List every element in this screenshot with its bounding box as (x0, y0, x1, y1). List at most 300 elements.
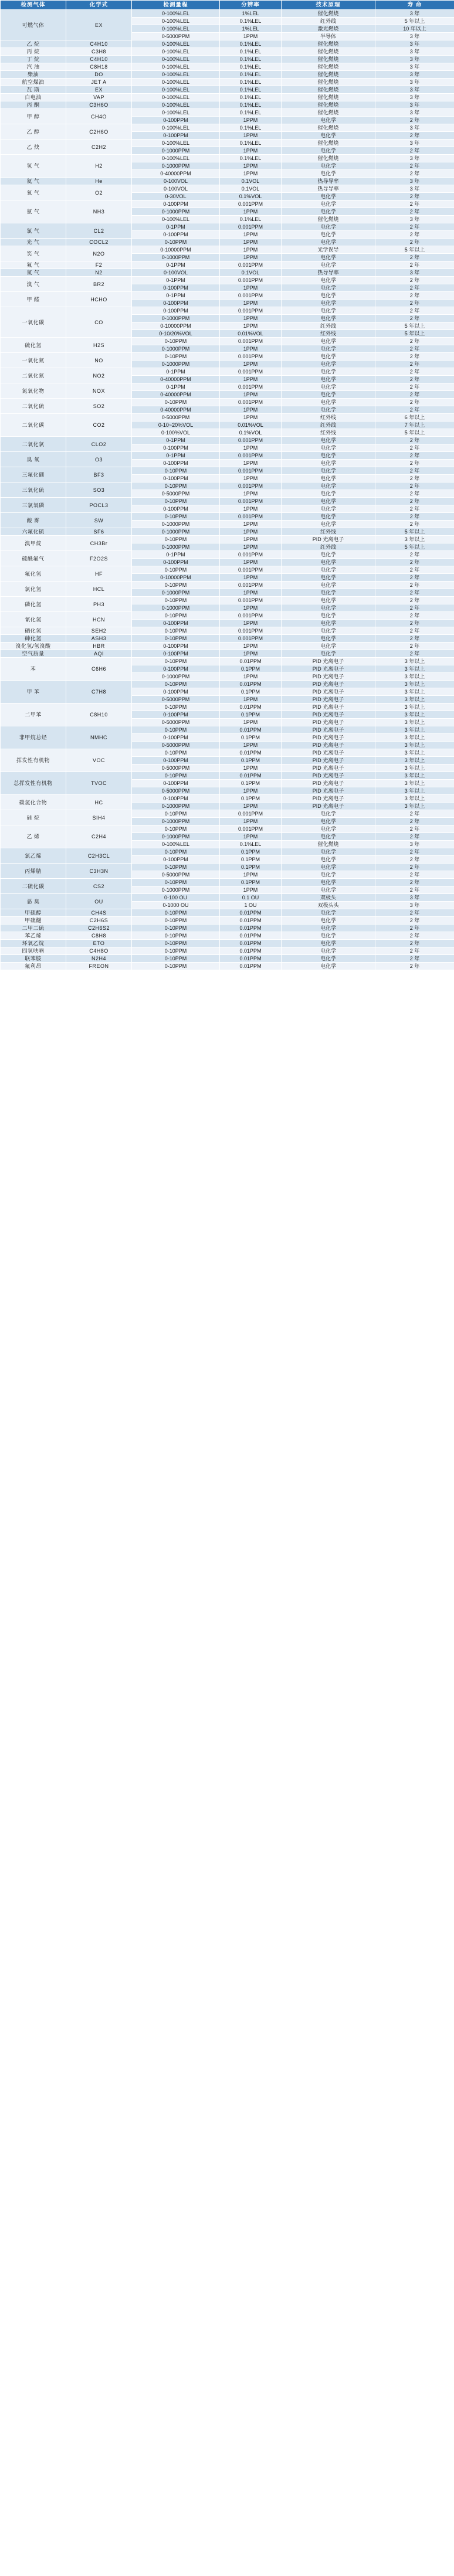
table-row (1, 467, 454, 475)
cell-resolution: 0.1%LEL (220, 841, 282, 848)
cell-resolution: 1PPM (220, 620, 282, 627)
cell-range: 0-10PPM (132, 772, 220, 780)
cell-resolution: 0.001PPM (220, 825, 282, 833)
cell-resolution: 1PPM (220, 376, 282, 383)
cell-resolution: 0.01PPM (220, 704, 282, 711)
cell-technology: 催化燃烧 (282, 79, 375, 86)
cell-technology: 电化学 (282, 574, 375, 582)
cell-formula: H2S (66, 338, 132, 353)
cell-technology: 催化燃烧 (282, 48, 375, 56)
cell-formula: C6H6 (66, 658, 132, 681)
cell-range: 0-100VOL (132, 178, 220, 185)
table-row (1, 795, 454, 803)
cell-range: 0-10PPM (132, 879, 220, 886)
cell-gas-name: 丁 烷 (1, 56, 66, 63)
cell-life: 5 年以上 (375, 330, 454, 338)
cell-technology: 电化学 (282, 505, 375, 513)
cell-resolution: 0.1%LEL (220, 56, 282, 63)
cell-range: 0-10PPM (132, 825, 220, 833)
cell-technology: 电化学 (282, 932, 375, 940)
cell-gas-name: 甲硫醇 (1, 909, 66, 917)
cell-gas-name: 甲 醇 (1, 109, 66, 124)
cell-range: 0-10/20%VOL (132, 330, 220, 338)
cell-range: 0-100%LEL (132, 79, 220, 86)
cell-technology: 电化学 (282, 300, 375, 307)
cell-range: 0-1000PPM (132, 361, 220, 368)
cell-life: 3 年以上 (375, 688, 454, 696)
cell-gas-name: 二氧化氮 (1, 368, 66, 383)
cell-technology: 电化学 (282, 345, 375, 353)
cell-range: 0-30VOL (132, 193, 220, 200)
cell-life: 3 年 (375, 79, 454, 86)
cell-technology: 电化学 (282, 551, 375, 559)
cell-gas-name: 酸 雾 (1, 513, 66, 528)
cell-technology: 电化学 (282, 147, 375, 155)
cell-gas-name: 氢 气 (1, 155, 66, 178)
cell-gas-name: 二硫化碳 (1, 879, 66, 894)
cell-technology: 电化学 (282, 132, 375, 140)
table-row (1, 277, 454, 284)
cell-technology: 电化学 (282, 643, 375, 650)
cell-resolution: 1PPM (220, 254, 282, 261)
cell-range: 0-1PPM (132, 368, 220, 376)
cell-range: 0-10PPM (132, 353, 220, 361)
table-row (1, 368, 454, 376)
cell-resolution: 1PPM (220, 574, 282, 582)
cell-life: 3 年以上 (375, 681, 454, 688)
table-row (1, 597, 454, 604)
cell-technology: 催化燃烧 (282, 109, 375, 117)
cell-life: 3 年 (375, 124, 454, 132)
cell-resolution: 0.1%LEL (220, 109, 282, 117)
cell-range: 0-1PPM (132, 383, 220, 391)
table-row (1, 810, 454, 818)
cell-life: 2 年 (375, 399, 454, 406)
cell-resolution: 0.1PPM (220, 734, 282, 742)
cell-gas-name: 甲硫醚 (1, 917, 66, 925)
table-row (1, 848, 454, 856)
cell-range: 0-1000PPM (132, 543, 220, 551)
cell-resolution: 0.1%LEL (220, 18, 282, 25)
cell-technology: 电化学 (282, 117, 375, 124)
cell-technology: 红外线 (282, 429, 375, 437)
cell-range: 0-100PPM (132, 505, 220, 513)
cell-technology: PID 光离电子 (282, 757, 375, 764)
cell-gas-name: 丙 烷 (1, 48, 66, 56)
cell-range: 0-100PPM (132, 665, 220, 673)
cell-resolution: 0.1%LEL (220, 40, 282, 48)
cell-life: 2 年 (375, 223, 454, 231)
cell-resolution: 0.001PPM (220, 261, 282, 269)
cell-range: 0-5000PPM (132, 414, 220, 422)
cell-range: 0-10PPM (132, 681, 220, 688)
cell-technology: PID 光离电子 (282, 764, 375, 772)
cell-technology: 电化学 (282, 498, 375, 505)
cell-technology: PID 光离电子 (282, 795, 375, 803)
cell-life: 2 年 (375, 490, 454, 498)
table-row (1, 414, 454, 422)
cell-resolution: 1PPM (220, 460, 282, 467)
cell-life: 3 年以上 (375, 711, 454, 719)
table-row (1, 658, 454, 665)
cell-gas-name: 氟 气 (1, 261, 66, 269)
cell-gas-name: 硅 烷 (1, 810, 66, 825)
table-row (1, 155, 454, 162)
table-row (1, 40, 454, 48)
cell-resolution: 1PPM (220, 886, 282, 894)
cell-range: 0-40000PPM (132, 170, 220, 178)
table-row (1, 528, 454, 536)
column-header-life: 寿 命 (375, 1, 454, 10)
cell-formula: HF (66, 566, 132, 582)
cell-resolution: 1PPM (220, 208, 282, 216)
cell-technology: PID 光离电子 (282, 681, 375, 688)
table-row (1, 963, 454, 970)
cell-life: 5 年以上 (375, 322, 454, 330)
cell-technology: 激光燃烧 (282, 25, 375, 33)
cell-technology: 红外线 (282, 18, 375, 25)
cell-gas-name: 氟化氢 (1, 566, 66, 582)
cell-life: 3 年以上 (375, 665, 454, 673)
cell-technology: 双极头 (282, 894, 375, 902)
gas-sensor-spec-table-page (0, 0, 454, 970)
table-row (1, 124, 454, 132)
cell-resolution: 0.001PPM (220, 353, 282, 361)
cell-formula: OU (66, 894, 132, 909)
cell-range: 0-10PPM (132, 810, 220, 818)
cell-resolution: 1PPM (220, 414, 282, 422)
cell-range: 0-1000PPM (132, 345, 220, 353)
cell-resolution: 1PPM (220, 444, 282, 452)
cell-range: 0-10PPM (132, 239, 220, 246)
cell-technology: 电化学 (282, 231, 375, 239)
cell-formula: SF6 (66, 528, 132, 536)
cell-gas-name: 溴化氢/氢溴酸 (1, 643, 66, 650)
cell-resolution: 0.001PPM (220, 467, 282, 475)
cell-technology: PID 光离电子 (282, 734, 375, 742)
cell-range: 0-5000PPM (132, 490, 220, 498)
cell-resolution: 0.001PPM (220, 223, 282, 231)
cell-range: 0-100%LEL (132, 48, 220, 56)
table-row (1, 879, 454, 886)
cell-life: 3 年 (375, 185, 454, 193)
cell-life: 3 年以上 (375, 658, 454, 665)
table-row (1, 917, 454, 925)
cell-resolution: 0.001PPM (220, 513, 282, 521)
cell-life: 2 年 (375, 566, 454, 574)
cell-life: 2 年 (375, 810, 454, 818)
table-row (1, 10, 454, 18)
cell-life: 2 年 (375, 460, 454, 467)
cell-resolution: 1PPM (220, 604, 282, 612)
cell-technology: PID 光离电子 (282, 787, 375, 795)
cell-range: 0-100PPM (132, 475, 220, 482)
table-row (1, 56, 454, 63)
cell-life: 2 年 (375, 361, 454, 368)
cell-technology: 催化燃烧 (282, 101, 375, 109)
cell-technology: PID 光离电子 (282, 780, 375, 787)
cell-technology: 红外线 (282, 543, 375, 551)
cell-resolution: 0.1PPM (220, 665, 282, 673)
cell-range: 0-100VOL (132, 185, 220, 193)
table-row (1, 704, 454, 711)
table-row (1, 79, 454, 86)
cell-formula: PH3 (66, 597, 132, 612)
cell-resolution: 0.1PPM (220, 780, 282, 787)
cell-gas-name: 苯乙烯 (1, 932, 66, 940)
cell-range: 0-1000PPM (132, 589, 220, 597)
cell-range: 0-100PPM (132, 460, 220, 467)
cell-gas-name: 磷化氢 (1, 597, 66, 612)
cell-life: 3 年 (375, 33, 454, 40)
cell-resolution: 1PPM (220, 536, 282, 543)
cell-resolution: 1PPM (220, 505, 282, 513)
cell-resolution: 0.1%LEL (220, 94, 282, 101)
cell-technology: 电化学 (282, 856, 375, 864)
cell-life: 2 年 (375, 521, 454, 528)
cell-technology: 电化学 (282, 886, 375, 894)
cell-range: 0-100%LEL (132, 40, 220, 48)
cell-technology: PID 光离电子 (282, 772, 375, 780)
table-row (1, 353, 454, 361)
cell-life: 2 年 (375, 376, 454, 383)
cell-life: 2 年 (375, 338, 454, 345)
cell-gas-name: 溴甲烷 (1, 536, 66, 551)
cell-formula: C4H10 (66, 56, 132, 63)
cell-life: 3 年以上 (375, 757, 454, 764)
table-row (1, 551, 454, 559)
cell-life: 2 年 (375, 650, 454, 658)
cell-technology: 电化学 (282, 467, 375, 475)
cell-life: 2 年 (375, 589, 454, 597)
cell-resolution: 0.01PPM (220, 932, 282, 940)
cell-range: 0-100%LEL (132, 56, 220, 63)
table-row (1, 498, 454, 505)
cell-life: 2 年 (375, 239, 454, 246)
cell-life: 2 年 (375, 643, 454, 650)
cell-life: 2 年 (375, 208, 454, 216)
cell-technology: 电化学 (282, 940, 375, 947)
cell-range: 0-100PPM (132, 795, 220, 803)
cell-technology: 电化学 (282, 917, 375, 925)
cell-life: 2 年 (375, 307, 454, 315)
cell-life: 2 年 (375, 383, 454, 391)
cell-gas-name: 柴油 (1, 71, 66, 79)
cell-life: 3 年 (375, 94, 454, 101)
cell-life: 3 年 (375, 101, 454, 109)
cell-technology: 电化学 (282, 810, 375, 818)
cell-resolution: 1PPM (220, 117, 282, 124)
cell-life: 2 年 (375, 162, 454, 170)
cell-range: 0-100%LEL (132, 25, 220, 33)
cell-life: 3 年以上 (375, 803, 454, 810)
cell-formula: NH3 (66, 200, 132, 223)
cell-life: 2 年 (375, 505, 454, 513)
cell-range: 0-10PPM (132, 482, 220, 490)
cell-gas-name: 氰化氢 (1, 612, 66, 627)
table-row (1, 452, 454, 460)
cell-range: 0-10PPM (132, 925, 220, 932)
cell-resolution: 0.01PPM (220, 955, 282, 963)
cell-range: 0-1000 OU (132, 902, 220, 909)
cell-formula: C8H18 (66, 63, 132, 71)
cell-life: 2 年 (375, 261, 454, 269)
cell-technology: 电化学 (282, 361, 375, 368)
cell-technology: PID 光离电子 (282, 749, 375, 757)
cell-technology: 电化学 (282, 208, 375, 216)
cell-resolution: 0.001PPM (220, 597, 282, 604)
cell-formula: VAP (66, 94, 132, 101)
cell-technology: 电化学 (282, 475, 375, 482)
cell-life: 2 年 (375, 909, 454, 917)
cell-range: 0-10PPM (132, 597, 220, 604)
cell-resolution: 1PPM (220, 650, 282, 658)
cell-range: 0-1000PPM (132, 818, 220, 825)
cell-life: 2 年 (375, 604, 454, 612)
cell-resolution: 1PPM (220, 300, 282, 307)
table-row (1, 749, 454, 757)
cell-technology: 电化学 (282, 307, 375, 315)
cell-resolution: 1PPM (220, 231, 282, 239)
cell-range: 0-1PPM (132, 452, 220, 460)
table-row (1, 681, 454, 688)
table-row (1, 101, 454, 109)
cell-technology: 催化燃烧 (282, 124, 375, 132)
cell-formula: CH4O (66, 109, 132, 124)
cell-formula: CS2 (66, 879, 132, 894)
cell-life: 2 年 (375, 833, 454, 841)
cell-formula: BR2 (66, 277, 132, 292)
cell-range: 0-10PPM (132, 338, 220, 345)
cell-formula: F2O2S (66, 551, 132, 566)
cell-gas-name: 二氧化氯 (1, 437, 66, 452)
cell-resolution: 0.01PPM (220, 963, 282, 970)
cell-resolution: 1PPM (220, 742, 282, 749)
cell-gas-name: 氟利昂 (1, 963, 66, 970)
cell-life: 2 年 (375, 475, 454, 482)
cell-technology: 电化学 (282, 604, 375, 612)
cell-technology: 双极头头 (282, 902, 375, 909)
cell-gas-name: 溴 气 (1, 277, 66, 292)
cell-resolution: 0.01PPM (220, 940, 282, 947)
cell-gas-name: 汽 油 (1, 63, 66, 71)
cell-life: 2 年 (375, 856, 454, 864)
cell-technology: PID 光离电子 (282, 711, 375, 719)
cell-technology: 电化学 (282, 277, 375, 284)
cell-resolution: 0.01PPM (220, 909, 282, 917)
table-row (1, 932, 454, 940)
cell-gas-name: 二氧化硫 (1, 399, 66, 414)
cell-life: 2 年 (375, 940, 454, 947)
cell-gas-name: 氯 气 (1, 223, 66, 239)
cell-resolution: 0.01%VOL (220, 422, 282, 429)
cell-gas-name: 甲 醛 (1, 292, 66, 307)
cell-resolution: 0.001PPM (220, 566, 282, 574)
table-row (1, 71, 454, 79)
cell-range: 0-1PPM (132, 277, 220, 284)
cell-technology: 电化学 (282, 460, 375, 467)
cell-resolution: 1PPM (220, 521, 282, 528)
cell-formula: O3 (66, 452, 132, 467)
cell-life: 2 年 (375, 467, 454, 475)
table-row (1, 307, 454, 315)
cell-gas-name: 恶 臭 (1, 894, 66, 909)
cell-range: 0-100PPM (132, 444, 220, 452)
cell-range: 0-10PPM (132, 917, 220, 925)
cell-technology: 电化学 (282, 864, 375, 871)
cell-range: 0-10PPM (132, 749, 220, 757)
cell-resolution: 1PPM (220, 543, 282, 551)
cell-formula: SO2 (66, 399, 132, 414)
table-row (1, 178, 454, 185)
table-row (1, 825, 454, 833)
cell-range: 0-5000PPM (132, 696, 220, 704)
cell-resolution: 0.001PPM (220, 307, 282, 315)
cell-life: 3 年以上 (375, 795, 454, 803)
cell-gas-name: 氧 气 (1, 185, 66, 200)
table-row (1, 909, 454, 917)
cell-range: 0-10PPM (132, 399, 220, 406)
cell-resolution: 0.001PPM (220, 292, 282, 300)
cell-formula: F2 (66, 261, 132, 269)
cell-resolution: 1PPM (220, 162, 282, 170)
cell-life: 2 年 (375, 254, 454, 261)
cell-range: 0-1000PPM (132, 803, 220, 810)
cell-technology: PID 光离电子 (282, 536, 375, 543)
cell-resolution: 1PPM (220, 284, 282, 292)
cell-life: 3 年 (375, 56, 454, 63)
table-row (1, 261, 454, 269)
cell-gas-name: 氯乙烯 (1, 848, 66, 864)
cell-technology: 电化学 (282, 162, 375, 170)
cell-life: 2 年 (375, 825, 454, 833)
cell-range: 0-10PPM (132, 635, 220, 643)
cell-resolution: 1PPM (220, 673, 282, 681)
cell-resolution: 0.1%LEL (220, 48, 282, 56)
table-row (1, 437, 454, 444)
cell-resolution: 0.1%LEL (220, 79, 282, 86)
cell-resolution: 1PPM (220, 787, 282, 795)
cell-resolution: 1PPM (220, 490, 282, 498)
cell-formula: VOC (66, 749, 132, 772)
cell-technology: 催化燃烧 (282, 56, 375, 63)
cell-range: 0-100%LEL (132, 124, 220, 132)
table-row (1, 383, 454, 391)
cell-formula: ASH3 (66, 635, 132, 643)
cell-life: 3 年以上 (375, 787, 454, 795)
cell-formula: POCL3 (66, 498, 132, 513)
cell-resolution: 0.01PPM (220, 658, 282, 665)
cell-life: 3 年 (375, 71, 454, 79)
cell-resolution: 0.1%LEL (220, 216, 282, 223)
cell-resolution: 1 OU (220, 902, 282, 909)
cell-life: 2 年 (375, 620, 454, 627)
cell-gas-name: 三氯氧磷 (1, 498, 66, 513)
cell-range: 0-10PPM (132, 704, 220, 711)
cell-gas-name: 二甲苯 (1, 704, 66, 726)
cell-resolution: 1PPM (220, 764, 282, 772)
cell-life: 2 年 (375, 848, 454, 856)
cell-formula: JET A (66, 79, 132, 86)
cell-formula: HBR (66, 643, 132, 650)
cell-range: 0-100%LEL (132, 10, 220, 18)
cell-technology: 电化学 (282, 315, 375, 322)
cell-range: 0-100PPM (132, 284, 220, 292)
cell-life: 2 年 (375, 597, 454, 604)
cell-technology: 电化学 (282, 490, 375, 498)
cell-gas-name: 丙烯腈 (1, 864, 66, 879)
cell-range: 0-100PPM (132, 559, 220, 566)
